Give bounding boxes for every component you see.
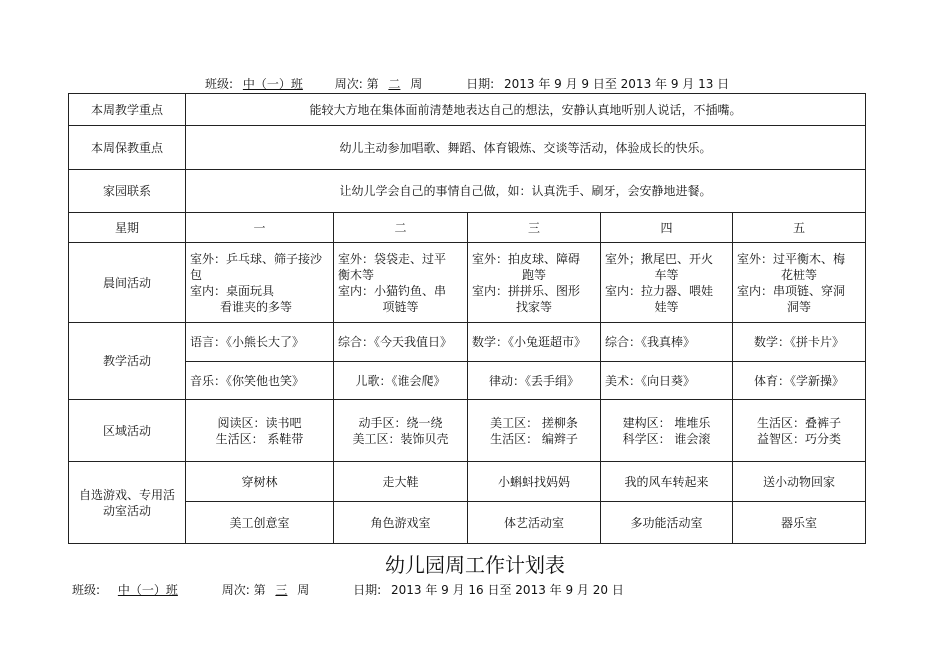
- teaching-focus-label: 本周教学重点: [69, 94, 186, 126]
- row-care-focus: [69, 126, 866, 170]
- morning-label: 晨间活动: [69, 243, 186, 323]
- morning-line: 室外：过平衡木、梅: [737, 251, 846, 266]
- row-area: [69, 400, 866, 462]
- area-cell-tue: [334, 400, 468, 462]
- class-label: 班级:: [72, 583, 101, 597]
- games-label-line: 动室活动: [102, 503, 151, 518]
- date-label: 日期:: [353, 583, 382, 597]
- weekday-thu: 四: [601, 213, 733, 243]
- week-suffix: 周: [410, 77, 423, 91]
- teaching-cell: 综合：《今天我值日》: [334, 323, 468, 362]
- care-focus-label: 本周保教重点: [69, 126, 186, 170]
- weekday-mon: 一: [186, 213, 334, 243]
- date-value: 2013 年 9 月 9 日至 2013 年 9 月 13 日: [503, 77, 730, 91]
- row-teaching-1: [69, 323, 866, 362]
- morning-line: 花桩等: [780, 267, 817, 282]
- class-value: 中（一）班: [117, 583, 178, 597]
- area-cell-thu: [601, 400, 733, 462]
- games-label: [69, 462, 186, 544]
- teaching-cell: 音乐：《你笑他也笑》: [186, 362, 334, 400]
- morning-line: 室外；揪尾巴、开火: [605, 251, 714, 266]
- row-teaching-focus: [69, 94, 866, 126]
- teaching-cell: 数学：《拼卡片》: [733, 323, 866, 362]
- teaching-label: 教学活动: [69, 323, 186, 400]
- area-line: 美工区： 搓柳条: [490, 415, 578, 430]
- morning-cell-thu: [601, 243, 733, 323]
- week-suffix: 周: [297, 583, 310, 597]
- room-cell: 多功能活动室: [601, 502, 733, 544]
- morning-line: 室外：拍皮球、障碍: [472, 251, 581, 266]
- area-cell-wed: [468, 400, 601, 462]
- teaching-focus-text: 能较大方地在集体面前清楚地表达自己的想法，安静认真地听别人说话，不插嘴。: [186, 94, 866, 126]
- weekday-tue: 二: [334, 213, 468, 243]
- game-cell: 小蝌蚪找妈妈: [468, 462, 601, 502]
- area-label: 区域活动: [69, 400, 186, 462]
- week-label: 周次: 第: [221, 583, 266, 597]
- morning-line: 看谁夹的多等: [220, 299, 293, 314]
- area-line: 科学区： 谁会滚: [622, 431, 711, 446]
- plan-header-week3: [72, 582, 624, 598]
- room-cell: 器乐室: [733, 502, 866, 544]
- morning-line: 衡木等: [338, 267, 375, 282]
- morning-line: 室内：拉力器、喂娃: [605, 283, 714, 298]
- room-cell: 美工创意室: [186, 502, 334, 544]
- area-line: 阅读区：读书吧: [217, 415, 302, 430]
- row-games-1: [69, 462, 866, 502]
- area-line: 动手区：绕一绕: [358, 415, 443, 430]
- week-label: 周次: 第: [334, 77, 379, 91]
- weekday-wed: 三: [468, 213, 601, 243]
- teaching-cell: 儿歌：《谁会爬》: [334, 362, 468, 400]
- area-cell-fri: [733, 400, 866, 462]
- weekly-plan-table: [68, 93, 866, 544]
- teaching-cell: 数学：《小兔逛超市》: [468, 323, 601, 362]
- plan-header-week2: [205, 76, 729, 92]
- morning-line: 车等: [654, 267, 679, 282]
- row-teaching-2: [69, 362, 866, 400]
- morning-line: 娃等: [654, 299, 679, 314]
- morning-line: 洞等: [786, 299, 811, 314]
- date-value: 2013 年 9 月 16 日至 2013 年 9 月 20 日: [390, 583, 624, 597]
- plan-title: 幼儿园周工作计划表: [385, 553, 565, 577]
- game-cell: 我的风车转起来: [601, 462, 733, 502]
- class-value: 中（一）班: [242, 77, 303, 91]
- morning-cell-tue: [334, 243, 468, 323]
- area-line: 美工区：装饰贝壳: [352, 431, 449, 446]
- morning-line: 室外：袋袋走、过平: [338, 251, 447, 266]
- room-cell: 角色游戏室: [334, 502, 468, 544]
- teaching-cell: 体育：《学新操》: [733, 362, 866, 400]
- morning-line: 找家等: [515, 299, 552, 314]
- class-label: 班级:: [205, 77, 234, 91]
- home-contact-text: 让幼儿学会自己的事情自己做，如：认真洗手、刷牙，会安静地进餐。: [186, 170, 866, 213]
- row-home-contact: [69, 170, 866, 213]
- morning-cell-fri: [733, 243, 866, 323]
- area-line: 益智区：巧分类: [756, 431, 841, 446]
- row-morning: [69, 243, 866, 323]
- area-line: 生活区：叠裤子: [756, 415, 841, 430]
- game-cell: 穿树林: [186, 462, 334, 502]
- morning-line: 室内：拼拼乐、图形: [472, 283, 581, 298]
- area-cell-mon: [186, 400, 334, 462]
- teaching-cell: 律动：《丢手绢》: [468, 362, 601, 400]
- morning-line: 包: [190, 267, 203, 282]
- teaching-cell: 语言：《小熊长大了》: [186, 323, 334, 362]
- morning-line: 室外：乒乓球、筛子接沙: [190, 251, 323, 266]
- morning-line: 项链等: [382, 299, 419, 314]
- weekday-fri: 五: [733, 213, 866, 243]
- date-label: 日期:: [466, 77, 495, 91]
- morning-line: 室内：小猫钓鱼、串: [338, 283, 447, 298]
- weekday-label: 星期: [69, 213, 186, 243]
- games-label-line: 自选游戏、专用活: [78, 487, 175, 502]
- morning-line: 室内：串项链、穿洞: [737, 283, 846, 298]
- area-line: 生活区： 编辫子: [490, 431, 578, 446]
- home-contact-label: 家园联系: [69, 170, 186, 213]
- morning-cell-mon: [186, 243, 334, 323]
- room-cell: 体艺活动室: [468, 502, 601, 544]
- game-cell: 走大鞋: [334, 462, 468, 502]
- week-value: 二: [388, 77, 401, 91]
- morning-line: 室内：桌面玩具: [190, 283, 275, 298]
- care-focus-text: 幼儿主动参加唱歌、舞蹈、体育锻炼、交谈等活动，体验成长的快乐。: [186, 126, 866, 170]
- area-line: 建构区： 堆堆乐: [622, 415, 711, 430]
- teaching-cell: 美术：《向日葵》: [601, 362, 733, 400]
- morning-line: 跑等: [521, 267, 546, 282]
- morning-cell-wed: [468, 243, 601, 323]
- teaching-cell: 综合：《我真棒》: [601, 323, 733, 362]
- area-line: 生活区： 系鞋带: [215, 431, 304, 446]
- row-weekday: [69, 213, 866, 243]
- row-games-2: [69, 502, 866, 544]
- game-cell: 送小动物回家: [733, 462, 866, 502]
- week-value: 三: [275, 583, 288, 597]
